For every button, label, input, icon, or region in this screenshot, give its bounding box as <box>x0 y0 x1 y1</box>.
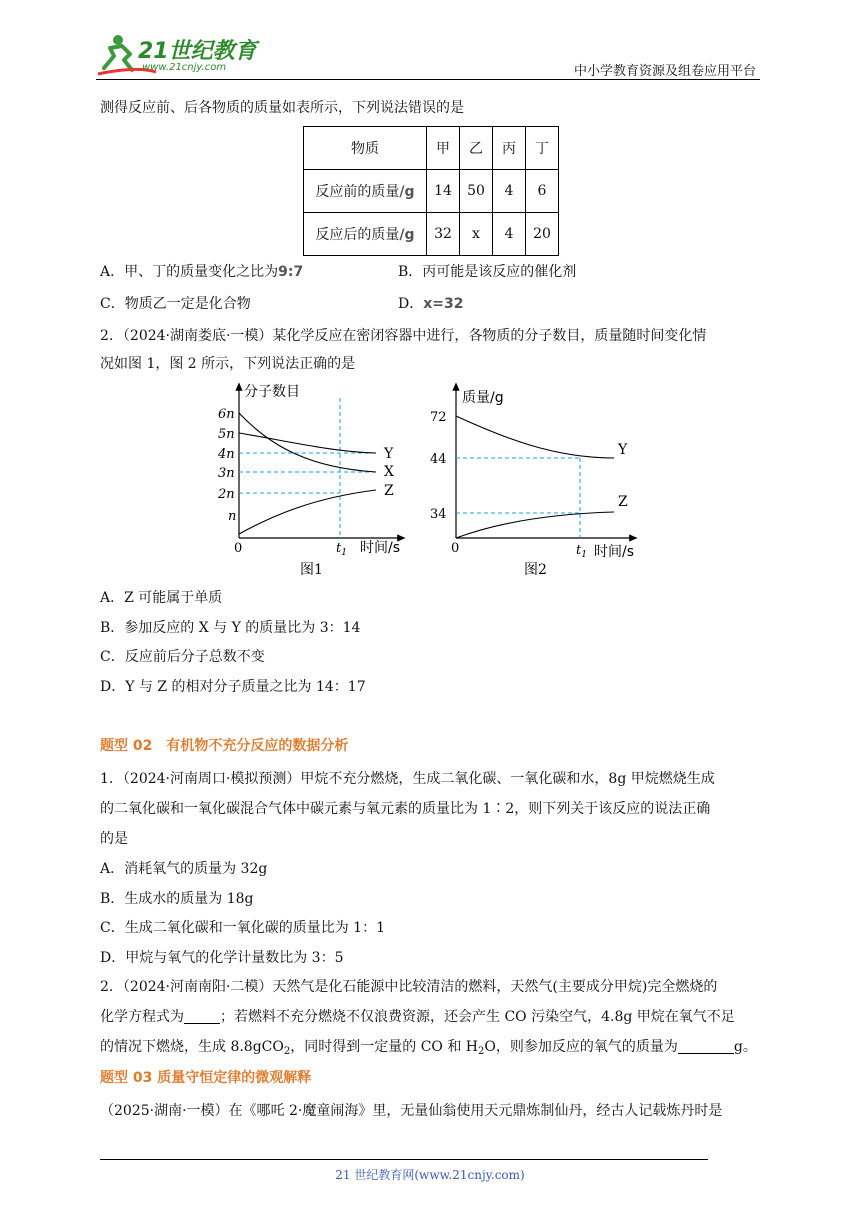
table-cell: 6 <box>526 170 559 213</box>
last-line: （2025·湖南·一模）在《哪吒 2·魔童闹海》里，无量仙翁使用天元鼎炼制仙丹，经古人记载炼丹时是 <box>100 1103 723 1119</box>
table-cell: 50 <box>460 170 493 213</box>
header-divider <box>96 79 760 80</box>
fig2-ytick: 34 <box>430 507 447 522</box>
fig1-ytick: n <box>228 509 237 524</box>
fig2-series-label: Y <box>618 442 628 458</box>
fig2-ytick: 44 <box>430 452 447 467</box>
table-header-cell: 物质 <box>304 127 427 170</box>
s2q2-line3: 的情况下燃烧，生成 8.8gCO$_2$，同时得到一定量的 CO 和 $H_2O$，则参加反应的氧气的质量为 g。 <box>100 1039 757 1057</box>
fig1-series-label: X <box>384 464 394 480</box>
fig1-ytick: 4n <box>218 447 235 462</box>
fig2-curve-z <box>456 512 614 538</box>
table-cell: 14 <box>427 170 460 213</box>
table-row <box>304 213 559 256</box>
fig1-ytick: 3n <box>218 466 235 481</box>
fig1-ylabel: 分子数目 <box>244 384 300 400</box>
s2q1-line1: 1．（2024·河南周口·模拟预测）甲烷不充分燃烧，生成二氧化碳、一氧化碳和水，8g 甲烷燃烧生成 <box>100 771 715 787</box>
fig2-series-label: Z <box>618 494 628 510</box>
answer-blank <box>184 1009 220 1024</box>
s2q1-line3: 的是 <box>100 831 128 847</box>
fig1-series-label: Y <box>384 446 394 462</box>
section-title-03: 题型 03 质量守恒定律的微观解释 <box>100 1070 312 1086</box>
fig2-origin: 0 <box>451 541 460 556</box>
fig1-t1: $t_1$ <box>336 541 347 558</box>
section-title-02: 题型 02 有机物不充分反应的数据分析 <box>100 738 349 754</box>
table-cell: 32 <box>427 213 460 256</box>
fig2-xlabel: 时间/s <box>594 544 635 560</box>
q2-option: B．参加反应的 X 与 Y 的质量比为 3：14 <box>100 620 361 636</box>
header-logo <box>96 30 266 78</box>
fig1-curve-z <box>239 490 376 534</box>
fig2-ytick: 72 <box>430 410 447 425</box>
fig1-xlabel: 时间/s <box>360 540 401 556</box>
table-header-cell: 丙 <box>493 127 526 170</box>
fig2-caption: 图2 <box>524 562 547 578</box>
table-cell: 4 <box>493 213 526 256</box>
fig2-curve-y <box>456 416 614 458</box>
intro-line: 测得反应前、后各物质的质量如表所示，下列说法错误的是 <box>100 100 464 116</box>
table-cell: x <box>460 213 493 256</box>
fig1-curve-x <box>239 413 376 472</box>
fig1-caption: 图1 <box>300 562 323 578</box>
s2q1-option: D．甲烷与氧气的化学计量数比为 3：5 <box>100 950 344 966</box>
s2q2-line2: 化学方程式为 ；若燃料不充分燃烧不仅浪费资源，还会产生 CO 污染空气，4.8g 甲烷在氧气不足 <box>100 1009 735 1025</box>
s2q1-line2: 的二氧化碳和一氧化碳混合气体中碳元素与氧元素的质量比为 1∶2，则下列关于该反应的说法正确 <box>100 801 711 817</box>
q1-option-c: C．物质乙一定是化合物 <box>100 296 251 312</box>
s2q1-option: A．消耗氧气的质量为 32g <box>100 861 268 877</box>
fig1-origin: 0 <box>234 541 243 556</box>
q2-option: C．反应前后分子总数不变 <box>100 649 265 665</box>
table-row-label: 反应前的质量/g <box>304 170 427 213</box>
q2-option: D．Y 与 Z 的相对分子质量之比为 14：17 <box>100 679 366 695</box>
mass-table <box>303 126 559 256</box>
table-header-row <box>304 127 559 170</box>
q2-line1: 2．（2024·湖南娄底·一模）某化学反应在密闭容器中进行，各物质的分子数目，质量随时间变化情 <box>100 328 707 344</box>
logo-title: 21世纪教育 <box>138 39 257 64</box>
q1-option-d: D．x=32 <box>398 296 464 312</box>
fig1-series-label: Z <box>384 483 394 499</box>
q2-line2: 况如图 1，图 2 所示，下列说法正确的是 <box>100 356 356 372</box>
s2q1-option: B．生成水的质量为 18g <box>100 891 254 907</box>
fig1-ytick: 2n <box>218 487 235 502</box>
table-header-cell: 甲 <box>427 127 460 170</box>
table-row <box>304 170 559 213</box>
s2q2-line1: 2．（2024·河南南阳·二模）天然气是化石能源中比较清洁的燃料，天然气(主要成分甲烷)完全燃烧的 <box>100 979 718 995</box>
header-platform: 中小学教育资源及组卷应用平台 <box>573 64 756 79</box>
figure-1 <box>212 378 412 580</box>
figure-2 <box>424 378 644 580</box>
table-header-cell: 乙 <box>460 127 493 170</box>
fig2-t1: $t_1$ <box>576 543 587 560</box>
fig2-ylabel: 质量/g <box>462 390 504 406</box>
table-header-cell: 丁 <box>526 127 559 170</box>
answer-blank <box>678 1039 734 1054</box>
table-row-label: 反应后的质量/g <box>304 213 427 256</box>
fig1-curve-y <box>239 433 376 453</box>
footer-text: 21 世纪教育网(www.21cnjy.com) <box>335 1168 525 1182</box>
q2-option: A．Z 可能属于单质 <box>100 590 223 606</box>
footer-divider <box>100 1159 708 1160</box>
logo-url: www.21cnjy.com <box>142 62 227 73</box>
table-cell: 4 <box>493 170 526 213</box>
q1-option-b: B．丙可能是该反应的催化剂 <box>398 264 577 280</box>
table-cell: 20 <box>526 213 559 256</box>
s2q1-option: C．生成二氧化碳和一氧化碳的质量比为 1：1 <box>100 920 385 936</box>
fig1-ytick: 6n <box>218 407 235 422</box>
fig1-ytick: 5n <box>218 427 235 442</box>
q1-option-a: A．甲、丁的质量变化之比为9:7 <box>100 264 304 280</box>
